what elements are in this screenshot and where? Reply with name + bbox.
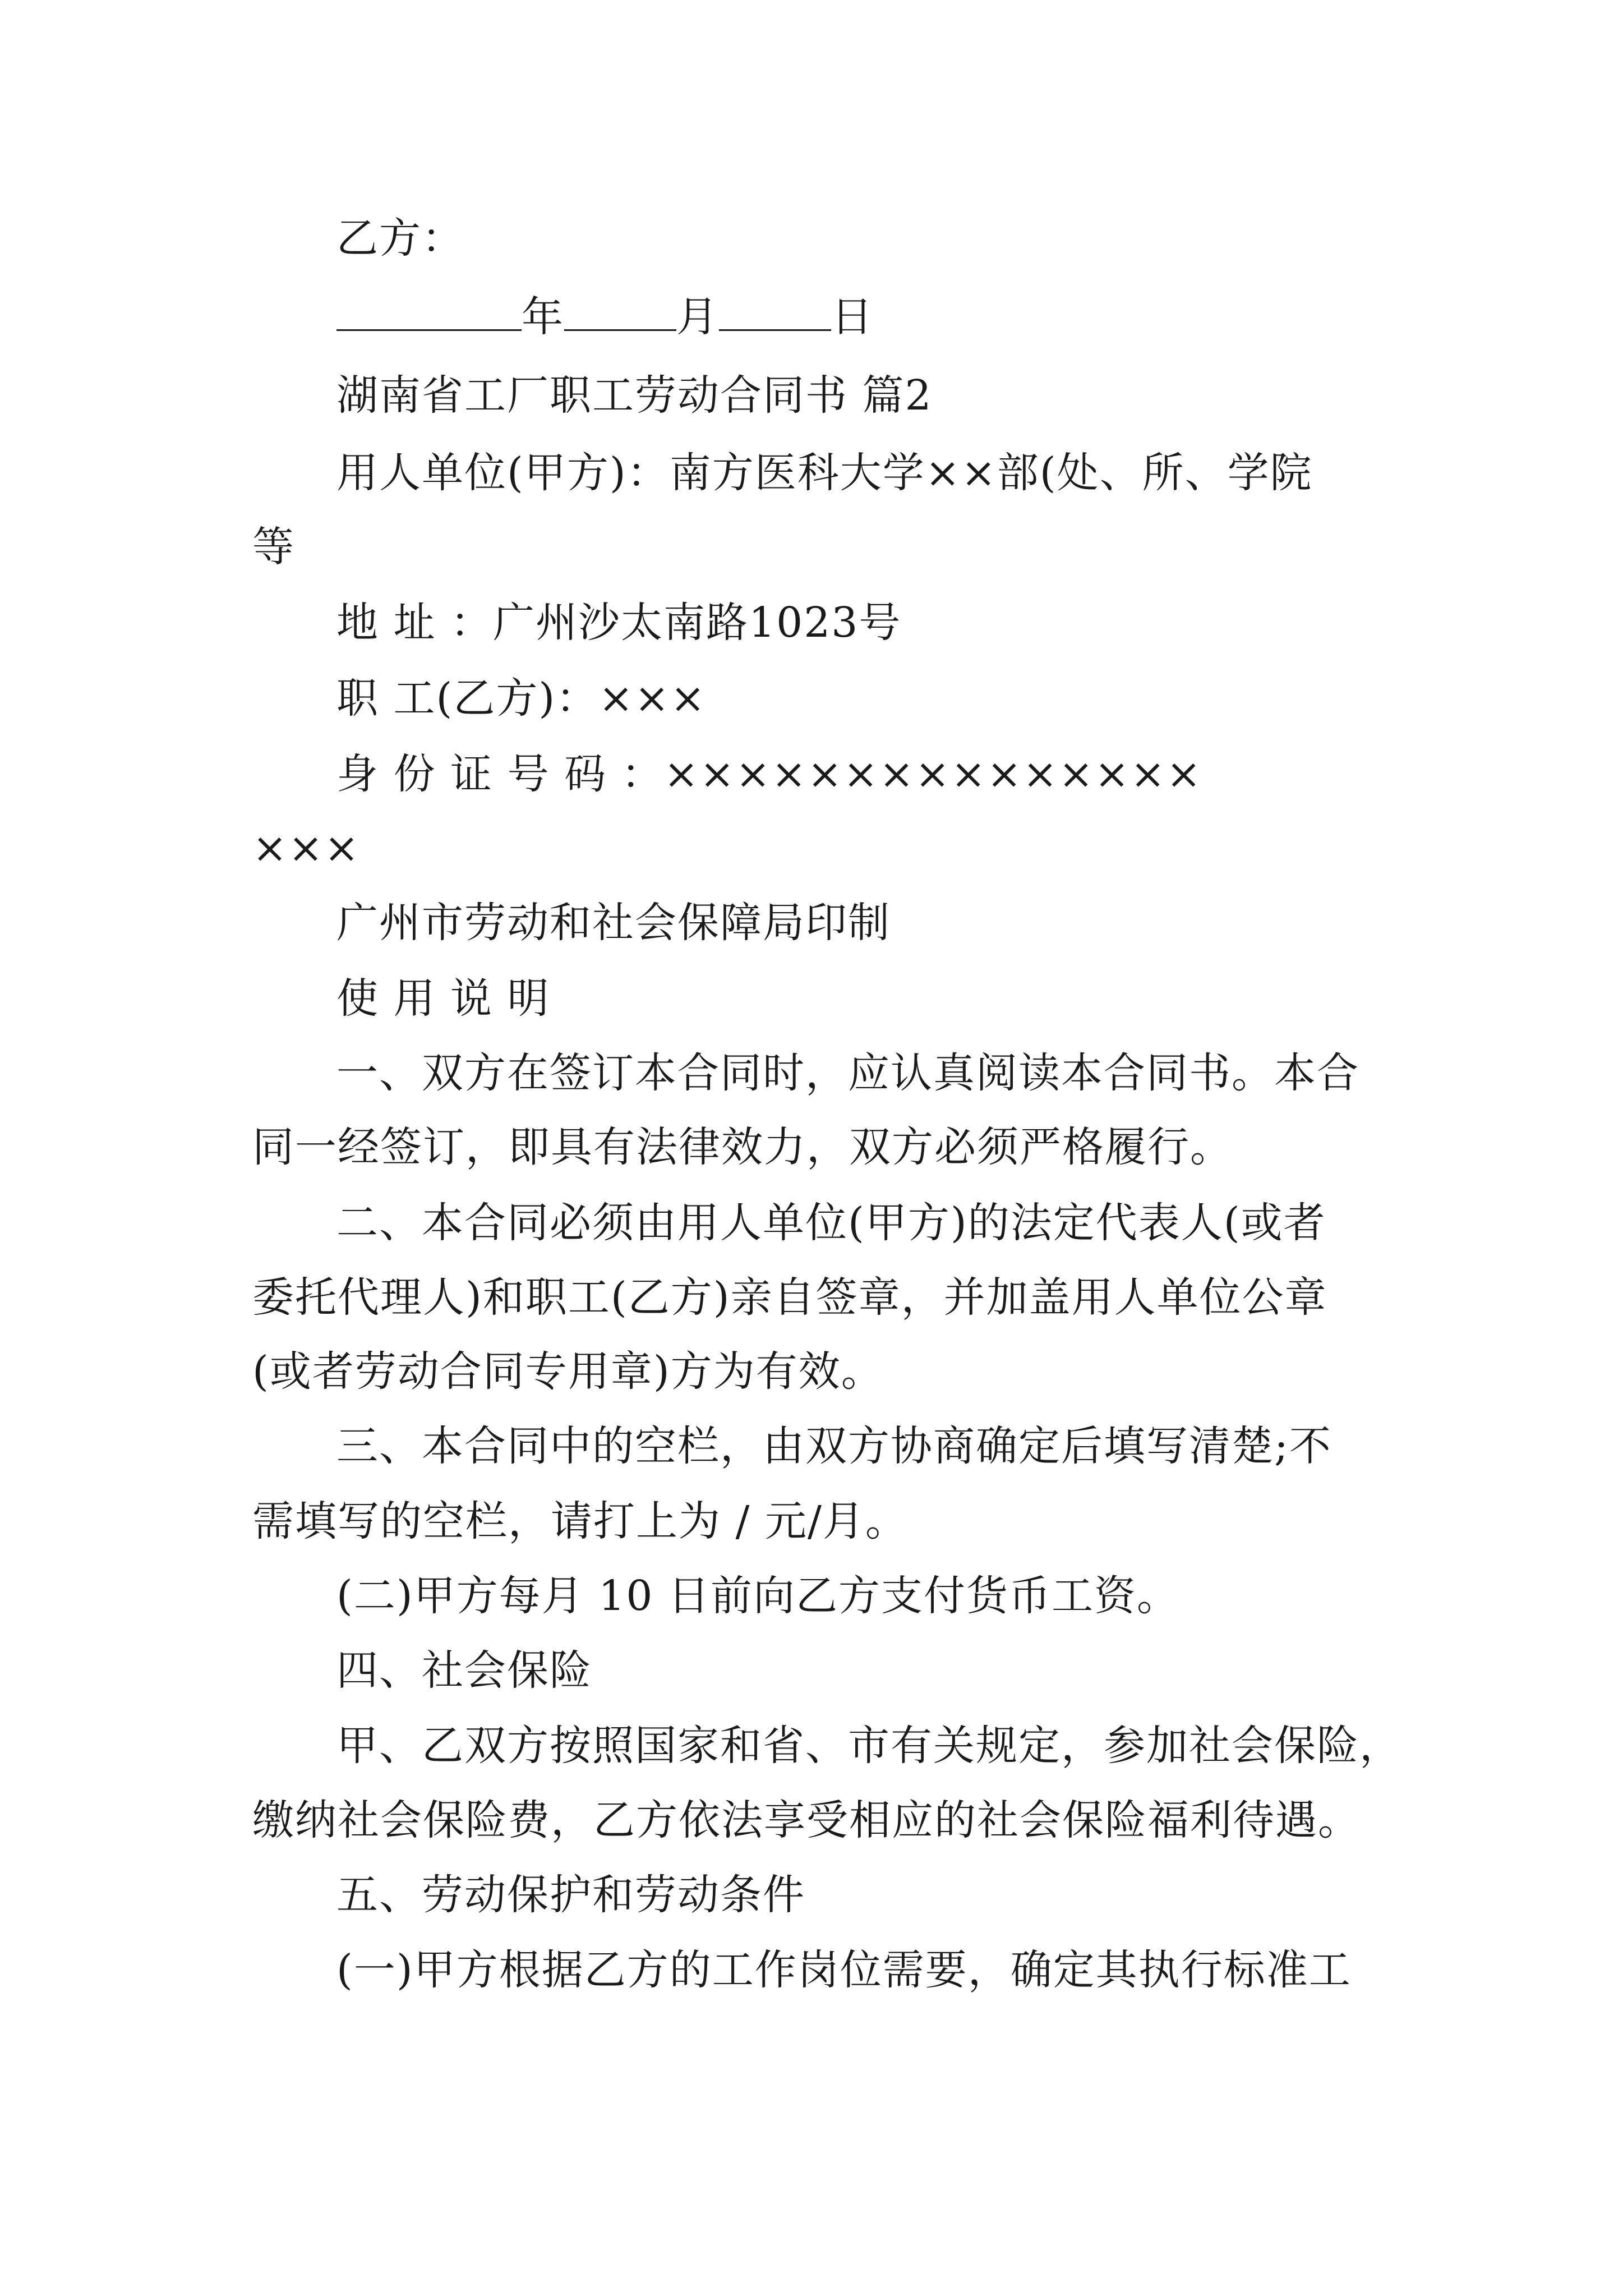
printed-by-line: 广州市劳动和社会保障局印制 [336,899,891,947]
para3-line2: 需填写的空栏，请打上为 / 元/月。 [252,1497,908,1545]
insurance-para-line1: 甲、乙双方按照国家和省、市有关规定，参加社会保险， [336,1722,1402,1770]
party-b-label: 乙方： [336,214,464,263]
address-line: 地 址 ：广州沙太南路1023号 [336,599,902,647]
date-line [336,289,1385,345]
insurance-para-line2: 缴纳社会保险费，乙方依法享受相应的社会保险福利待遇。 [252,1796,1361,1844]
para2-line2: 委托代理人)和职工(乙方)亲自签章，并加盖用人单位公章 [252,1273,1327,1322]
para2-line3: (或者劳动合同专用章)方为有效。 [252,1347,884,1396]
usage-heading: 使 用 说 明 [336,974,550,1023]
para2-line1: 二、本合同必须由用人单位(甲方)的法定代表人(或者 [336,1199,1326,1247]
year-label: 年 [522,293,564,341]
month-blank [564,295,676,331]
id-number-line: 身 份 证 号 码 ：××××××××××××××× [336,750,1202,798]
labor-protection-heading: 五、劳动保护和劳动条件 [336,1871,805,1919]
id-number-line-cont: ××× [252,824,361,872]
year-blank [336,295,522,331]
employer-line-cont: 等 [252,523,295,571]
labor-protection-para-line1: (一)甲方根据乙方的工作岗位需要，确定其执行标准工 [336,1946,1352,1994]
social-insurance-heading: 四、社会保险 [336,1646,592,1695]
employee-line: 职 工(乙方)：××× [336,674,707,723]
para1-line1: 一、双方在签订本合同时，应认真阅读本合同书。本合 [336,1049,1359,1097]
wage-payment-line: (二)甲方每月 10 日前向乙方支付货币工资。 [336,1572,1179,1620]
day-blank [719,295,831,331]
section-title: 湖南省工厂职工劳动合同书 篇2 [336,371,933,420]
employer-line: 用人单位(甲方)：南方医科大学××部(处、所、学院 [336,449,1313,497]
para3-line1: 三、本合同中的空栏，由双方协商确定后填写清楚;不 [336,1422,1332,1470]
day-label: 日 [831,293,874,341]
para1-line2: 同一经签订，即具有法律效力，双方必须严格履行。 [252,1123,1233,1171]
month-label: 月 [676,293,719,341]
